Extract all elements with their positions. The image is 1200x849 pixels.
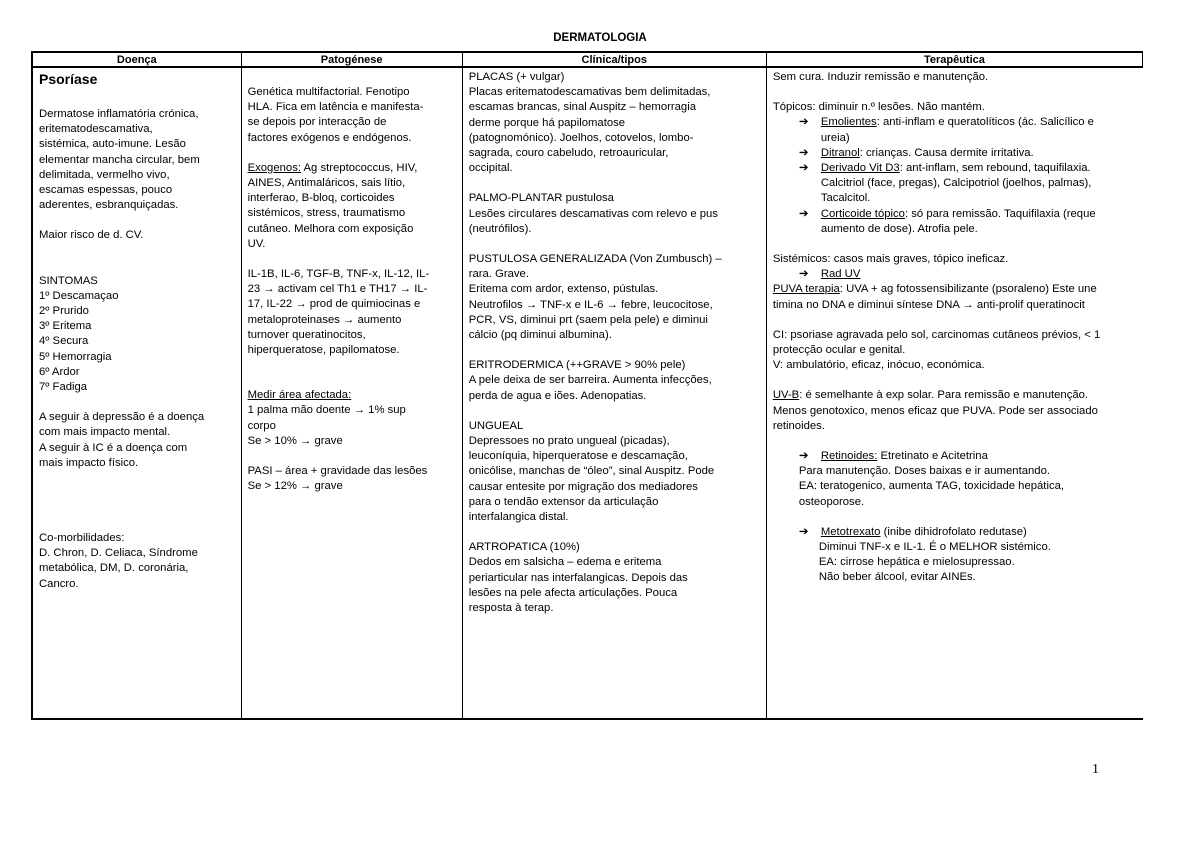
exogenous-line: AINES, Antimaláricos, sais lítio, — [247, 177, 406, 190]
genetics-line: HLA. Fica em latência e manifesta- — [247, 101, 424, 114]
clinical-line: Depressoes no prato ungueal (picadas), — [468, 435, 670, 448]
symptom-item: 5º Hemorragia — [39, 350, 112, 363]
area-line: corpo — [247, 419, 276, 432]
genetics-line: se depois por interacção de — [247, 116, 387, 129]
header-row — [32, 52, 1143, 67]
clinical-line: occipital. — [468, 162, 513, 175]
topical-item: ➔ Ditranol: crianças. Causa dermite irritativa. — [773, 146, 1139, 161]
symptom-item: 6º Ardor — [39, 365, 80, 378]
disease-desc-line: delimitada, vermelho vivo, — [39, 168, 170, 181]
cytokines-line: hiperqueratose, papilomatose. — [247, 344, 400, 357]
genetics-line: factores exógenos e endógenos. — [247, 131, 412, 144]
uvb-line: UV-B: é semelhante à exp solar. Para remissão e manutenção. — [772, 389, 1089, 402]
clinical-type-title: PLACAS (+ vulgar) — [468, 71, 565, 83]
disease-desc-line: Dermatose inflamatória crónica, — [39, 108, 199, 120]
symptom-item: 1º Descamaçao — [39, 289, 119, 302]
therapy-cell — [766, 67, 1142, 719]
clinical-line: Dedos em salsicha – edema e eritema — [468, 556, 662, 569]
symptom-item: 4º Secura — [39, 335, 89, 348]
document-title: DERMATOLOGIA — [553, 32, 647, 44]
header-doenca: Doença — [32, 52, 241, 67]
arrow-right-icon: ➔ — [798, 146, 809, 159]
metotrexato-cont: Diminui TNF-x e IL-1. É o MELHOR sistémico. — [818, 541, 1051, 554]
symptoms-title: SINTOMAS — [39, 274, 98, 287]
arrow-right-icon: ➔ — [798, 268, 809, 281]
clinical-line: Placas eritematodescamativas bem delimitadas, — [468, 86, 711, 99]
retinoides-cont: Para manutenção. Doses baixas e ir aumentando. — [798, 465, 1051, 478]
header-terapeutica: Terapêutica — [766, 52, 1142, 67]
header-clinica: Clínica/tipos — [462, 52, 766, 67]
ci-line: protecção ocular e genital. — [772, 344, 906, 357]
cytokines-line: 17, IL-22 → prod de quimiocinas e — [247, 298, 421, 311]
exogenous-line: interferao, B-bloq, corticoides — [247, 192, 395, 205]
cytokines-line: turnover queratinocitos, — [247, 328, 366, 341]
rad-uv-item: ➔ Rad UV — [773, 267, 1139, 282]
exogenous-line: Exogenos: Ag streptococcus, HIV, — [247, 161, 418, 174]
retinoides-cont: EA: teratogenico, aumenta TAG, toxicidade hepática, — [798, 480, 1065, 493]
clinical-line: derme porque há papilomatose — [468, 116, 626, 129]
topical-item: ➔ Derivado Vit D3: ant-inflam, sem rebound, taquifilaxia. — [773, 161, 1139, 176]
clinical-line: resposta à terap. — [468, 602, 554, 615]
cytokines-line: IL-1B, IL-6, TGF-B, TNF-x, IL-12, IL- — [247, 268, 430, 281]
disease-desc-line: escamas espessas, pouco — [39, 184, 173, 197]
comorbidity-line: D. Chron, D. Celiaca, Síndrome — [39, 547, 198, 560]
clinical-line: rara. Grave. — [468, 268, 529, 281]
retinoides-cont: osteoporose. — [798, 495, 865, 508]
retinoides-item: ➔ Retinoides: Etretinato e Acitetrina — [773, 449, 1139, 464]
disease-cell — [32, 67, 241, 719]
clinical-type-title: UNGUEAL — [468, 419, 524, 432]
cytokines-line: 23 → activam cel Th1 e TH17 → IL- — [247, 283, 428, 296]
comorbidities-title: Co-morbilidades: — [39, 532, 125, 545]
metotrexato-cont: Não beber álcool, evitar AINEs. — [818, 571, 976, 584]
clinical-line: A pele deixa de ser barreira. Aumenta infecções, — [468, 374, 712, 387]
comorbidity-line: metabólica, DM, D. coronária, — [39, 562, 189, 575]
topical-item-cont: Calcitriol (face, pregas), Calcipotriol (joelhos, palmas), — [820, 177, 1092, 190]
clinical-type-title: ERITRODERMICA (++GRAVE > 90% pele) — [468, 359, 686, 372]
therapy-intro: Sem cura. Induzir remissão e manutenção. — [772, 71, 989, 83]
impact-line: A seguir à depressão é a doença — [39, 411, 205, 424]
disease-desc-line: eritematodescamativa, — [39, 123, 153, 136]
disease-risk: Maior risco de d. CV. — [39, 229, 144, 242]
exogenous-label: Exogenos: — [247, 161, 301, 174]
topical-item-cont: aumento de dose). Atrofia pele. — [820, 222, 978, 235]
clinical-line: lesões na pele afecta articulações. Pouca — [468, 586, 678, 599]
genetics-line: Genética multifactorial. Fenotipo — [247, 86, 410, 98]
arrow-right-icon: ➔ — [798, 525, 809, 538]
area-line: 1 palma mão doente → 1% sup — [247, 404, 406, 417]
ci-line: V: ambulatório, eficaz, inócuo, económica. — [772, 359, 985, 372]
table-row — [32, 67, 1143, 719]
pathogenesis-cell — [241, 67, 462, 719]
topical-item-cont: Tacalcitol. — [820, 192, 871, 205]
topical-item: ➔ Emolientes: anti-inflam e queratolíticos (ác. Salicílico e — [773, 115, 1139, 130]
clinical-line: periarticular nas interfalangicas. Depois das — [468, 571, 688, 584]
disease-name: Psoríase — [39, 71, 98, 87]
symptom-item: 7º Fadiga — [39, 381, 88, 394]
clinical-line: para o tendão extensor da articulação — [468, 495, 659, 508]
puva-cont: timina no DNA e diminui síntese DNA → anti-prolif queratinocit — [772, 298, 1085, 311]
area-line: Se > 10% → grave — [247, 434, 343, 447]
uvb-cont: retinoides. — [772, 419, 825, 432]
area-title: Medir área afectada: — [247, 389, 352, 402]
clinical-line: (patognomónico). Joelhos, cotovelos, lombo- — [468, 131, 694, 144]
disease-desc-line: aderentes, esbranquiçadas. — [39, 199, 179, 212]
clinical-type-title: ARTROPATICA (10%) — [468, 541, 580, 554]
clinical-line: perda de agua e iões. Adenopatias. — [468, 389, 647, 402]
clinical-line: leuconíquia, hiperqueratose e descamação, — [468, 450, 688, 463]
arrow-right-icon: ➔ — [798, 207, 809, 220]
topical-item-cont: ureia) — [820, 131, 850, 144]
clinical-line: causar entesite por migração dos mediadores — [468, 480, 698, 493]
clinical-line: onicólise, manchas de “óleo”, sinal Auspitz. Pode — [468, 465, 715, 478]
dermatology-table — [31, 51, 1143, 720]
clinical-line: (neutrófilos). — [468, 222, 532, 235]
puva-line: PUVA terapia: UVA + ag fotossensibilizante (psoraleno) Este une — [772, 283, 1097, 296]
clinical-type-title: PALMO-PLANTAR pustulosa — [468, 192, 614, 205]
impact-line: A seguir à IC é a doença com — [39, 441, 188, 454]
exogenous-line: cutâneo. Melhora com exposição — [247, 222, 414, 235]
arrow-right-icon: ➔ — [798, 162, 809, 175]
clinical-line: escamas brancas, sinal Auspitz – hemorragia — [468, 101, 696, 114]
clinical-line: Neutrofilos → TNF-x e IL-6 → febre, leucocitose, — [468, 298, 713, 311]
metotrexato-item: ➔ Metotrexato (inibe dihidrofolato redutase) — [773, 525, 1139, 540]
clinical-line: sagrada, couro cabeludo, retroauricular, — [468, 147, 669, 160]
comorbidity-line: Cancro. — [39, 577, 79, 590]
impact-line: com mais impacto mental. — [39, 426, 171, 439]
pasi-line: PASI – área + gravidade das lesões — [247, 465, 428, 478]
page-number: 1 — [1092, 762, 1099, 777]
clinical-line: Eritema com ardor, extenso, pústulas. — [468, 283, 659, 296]
clinical-line: cálcio (pq diminui albumina). — [468, 329, 612, 342]
disease-desc-line: sistémica, auto-imune. Lesão — [39, 138, 186, 151]
header-patogenese: Patogénese — [241, 52, 462, 67]
exogenous-line: UV. — [247, 237, 266, 250]
symptom-item: 2º Prurido — [39, 305, 89, 318]
clinical-line: interfalangica distal. — [468, 511, 569, 524]
pasi-line: Se > 12% → grave — [247, 480, 343, 493]
sistemicos-line: Sistémicos: casos mais graves, tópico ineficaz. — [772, 253, 1009, 266]
clinical-line: PCR, VS, diminui prt (saem pela pele) e diminui — [468, 313, 708, 326]
exogenous-line: sistémicos, stress, traumatismo — [247, 207, 406, 220]
symptom-item: 3º Eritema — [39, 320, 92, 333]
topical-item: ➔ Corticoide tópico: só para remissão. Taquifilaxia (reque — [773, 207, 1139, 222]
arrow-right-icon: ➔ — [798, 450, 809, 463]
uvb-cont: Menos genotoxico, menos eficaz que PUVA. Pode ser associado — [772, 404, 1098, 417]
metotrexato-cont: EA: cirrose hepática e mielosupressao. — [818, 556, 1015, 569]
topicos-line: Tópicos: diminuir n.º lesões. Não mantém. — [772, 101, 985, 114]
ci-line: CI: psoriase agravada pelo sol, carcinomas cutâneos prévios, < 1 — [772, 328, 1101, 341]
cytokines-line: metaloproteinases → aumento — [247, 313, 402, 326]
arrow-right-icon: ➔ — [798, 116, 809, 129]
clinical-line: Lesões circulares descamativas com relevo e pus — [468, 207, 718, 220]
impact-line: mais impacto físico. — [39, 456, 139, 469]
disease-desc-line: elementar mancha circular, bem — [39, 153, 200, 166]
clinical-type-title: PUSTULOSA GENERALIZADA (Von Zumbusch) – — [468, 253, 722, 266]
clinical-cell — [462, 67, 766, 719]
